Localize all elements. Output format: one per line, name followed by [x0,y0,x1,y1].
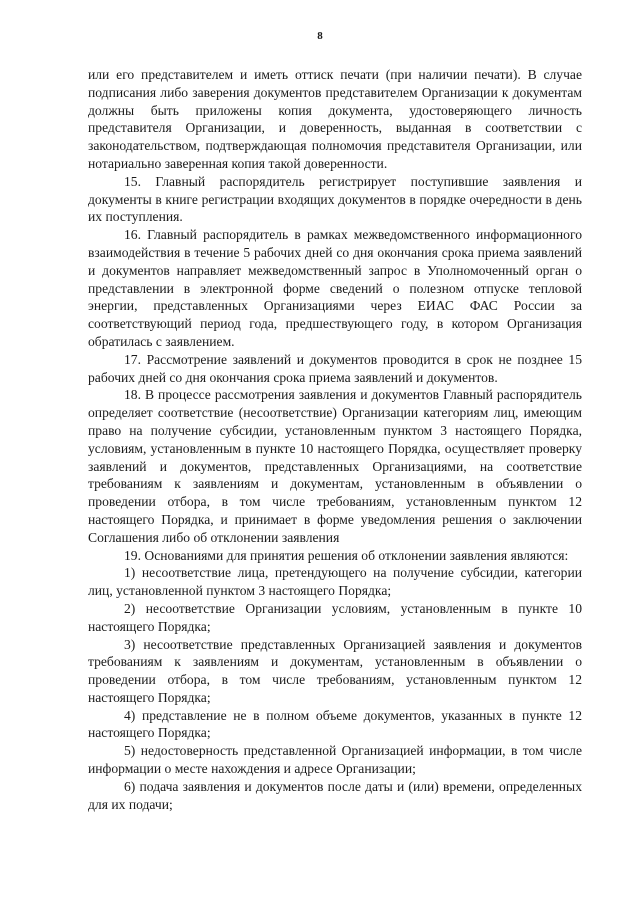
paragraph-16: 16. Главный распорядитель в рамках межведомственного информационного взаимодействия в течение 5 рабочих дней со дня окончания срока приема заявлений и документов направляет межведомственный запрос в Уполномоченный орган о представлении в электронной форме сведений о полезном отпуске тепловой энергии, представленных Организациями через ЕИАС ФАС России за соответствующий период года, предшествующего году, в котором Организация обратилась с заявлением. [88,227,582,349]
paragraph-18: 18. В процессе рассмотрения заявления и документов Главный распорядитель определяет соответствие (несоответствие) Организации категориям лиц, имеющим право на получение субсидии, установленным пунктом 3 настоящего Порядка, условиям, установленным в пункте 10 настоящего Порядка, осуществляет проверку заявлений и документов, представленных Организациями, на соответствие требованиям к заявлениям и документам, установленным в объявлении о проведении отбора, в том числе требованиям, установленным пунктом 12 настоящего Порядка, и принимает в форме уведомления решения о заключении Соглашения либо об отклонении заявления [88,387,582,545]
page-number: 8 [317,30,323,42]
list-item-3: 3) несоответствие представленных Организацией заявления и документов требованиям к заявлениям и документам, установленным в объявлении о проведении отбора, в том числе требованиям, установленным пунктом 12 настоящего Порядка; [88,636,582,705]
paragraph-17: 17. Рассмотрение заявлений и документов проводится в срок не позднее 15 рабочих дней со дня окончания срока приема заявлений и документов. [88,351,582,385]
list-item-1: 1) несоответствие лица, претендующего на получение субсидии, категории лиц, установленной пунктом 3 настоящего Порядка; [88,565,582,599]
list-item-4: 4) представление не в полном объеме документов, указанных в пункте 12 настоящего Порядка; [88,707,582,741]
paragraph-15: 15. Главный распорядитель регистрирует поступившие заявления и документы в книге регистрации входящих документов в порядке очередности в день их поступления. [88,173,582,225]
paragraph-19: 19. Основаниями для принятия решения об отклонении заявления являются: [124,547,569,563]
paragraph-14-continuation: или его представителем и иметь оттиск печати (при наличии печати). В случае подписания либо заверения документов представителем Организации к документам должны быть приложены копия документа, удостоверяющего личность представителя Организации, и доверенность, выданная в соответствии с законодательством, подтверждающая полномочия представителя Организации, или нотариально заверенная копия такой доверенности. [88,67,582,171]
list-item-5: 5) недостоверность представленной Организацией информации, в том числе информации о месте нахождения и адресе Организации; [88,743,582,777]
document-body [88,66,582,813]
list-item-6: 6) подача заявления и документов после даты и (или) времени, определенных для их подачи; [88,778,582,812]
list-item-2: 2) несоответствие Организации условиям, установленным в пункте 10 настоящего Порядка; [88,600,582,634]
